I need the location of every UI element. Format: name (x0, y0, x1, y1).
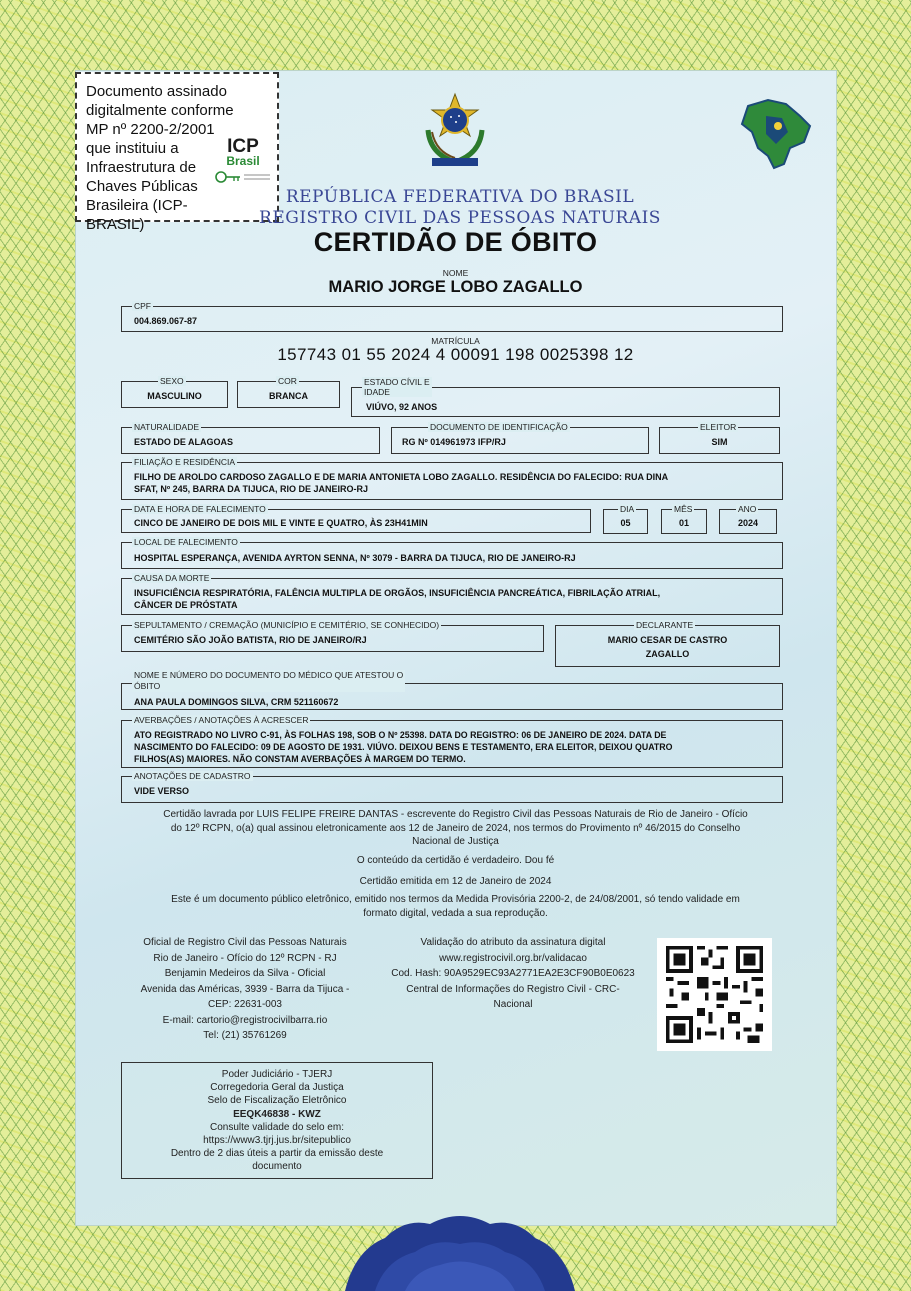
seal-url: https://www3.tjrj.jus.br/sitepublico (203, 1135, 351, 1147)
seal-line: documento (252, 1161, 302, 1173)
mes-field (661, 504, 707, 534)
matricula-label: MATRÍCULA (431, 336, 480, 346)
tjerj-seal-icon (345, 1210, 575, 1291)
validation-hash: Cod. Hash: 90A9529EC93A2771EA2E3CF90B0E0623 (391, 968, 635, 979)
seal-line: Selo de Fiscalização Eletrônico (207, 1095, 347, 1107)
signature-line: que instituiu a (86, 140, 179, 157)
registrar-line: Rio de Janeiro - Ofício do 12º RCPN - RJ (153, 952, 337, 964)
validation-line: Validação do atributo da assinatura digital (420, 937, 606, 948)
brazil-map-icon (738, 96, 814, 172)
validation-line: Nacional (493, 999, 533, 1010)
estado-civil-label-line: IDADE (364, 387, 390, 397)
icp-logo-main: ICP (227, 136, 259, 157)
sepultamento-value: CEMITÉRIO SÃO JOÃO BATISTA, RIO DE JANEIRO/RJ (134, 635, 367, 645)
validation-url: www.registrocivil.org.br/validacao (439, 952, 587, 964)
seal-line: Dentro de 2 dias úteis a partir da emissão deste (170, 1148, 384, 1160)
medico-label (132, 670, 405, 692)
ano-value: 2024 (737, 518, 759, 528)
signature-line: digitalmente conforme (86, 102, 234, 119)
filiacao-line: SFAT, Nº 245, BARRA DA TIJUCA, RIO DE JANEIRO-RJ (134, 484, 368, 494)
icp-brasil-logo (212, 138, 274, 185)
local-label: LOCAL DE FALECIMENTO (134, 537, 238, 547)
signature-line: Documento assinado (86, 83, 227, 100)
medico-label-line: NOME E NÚMERO DO DOCUMENTO DO MÉDICO QUE ATESTOU O (134, 670, 404, 680)
medico-label-line: ÓBITO (134, 681, 161, 691)
cpf-label: CPF (134, 301, 151, 311)
republic-title: REPÚBLICA FEDERATIVA DO BRASIL (285, 187, 635, 207)
estado-civil-label-line: ESTADO CÍVIL E (364, 377, 430, 387)
data-hora-field (121, 504, 591, 533)
sexo-value: MASCULINO (147, 391, 202, 401)
filiacao-field (121, 457, 783, 500)
dia-field (603, 504, 648, 534)
registrar-info (115, 935, 375, 1044)
filiacao-line: FILHO DE AROLDO CARDOSO ZAGALLO E DE MARIA ANTONIETA LOBO ZAGALLO. RESIDÊNCIA DO FALECIDO: RUA DINA (134, 472, 669, 482)
causa-line: CÂNCER DE PRÓSTATA (134, 600, 238, 610)
cadastro-value: VIDE VERSO (134, 786, 190, 796)
declarante-line: ZAGALLO (645, 649, 690, 659)
causa-line: INSUFICIÊNCIA RESPIRATÓRIA, FALÊNCIA MULTIPLA DE ORGÃOS, INSUFICIÊNCIA PANCREÁTICA, FIBRILAÇÃO ATRIAL, (134, 588, 661, 598)
registrar-line: Avenida das Américas, 3939 - Barra da Tijuca - (140, 983, 350, 995)
issue-date: Certidão emitida em 12 de Janeiro de 2024 (359, 876, 552, 887)
eleitor-label: ELEITOR (700, 422, 737, 432)
medico-field (121, 670, 783, 710)
sexo-label: SEXO (160, 376, 184, 386)
ano-field (719, 504, 777, 534)
naturalidade-label: NATURALIDADE (134, 422, 200, 432)
cpf-field (121, 301, 783, 332)
data-hora-label: DATA E HORA DE FALECIMENTO (134, 504, 266, 514)
averbacoes-field (121, 715, 783, 768)
document-title: CERTIDÃO DE ÓBITO (313, 227, 598, 257)
naturalidade-value: ESTADO DE ALAGOAS (134, 437, 234, 447)
documento-label: DOCUMENTO DE IDENTIFICAÇÃO (430, 422, 568, 432)
qr-code[interactable] (657, 938, 772, 1051)
registrar-email: E-mail: cartorio@registrocivilbarra.rio (162, 1014, 328, 1026)
notice-line: formato digital, vedada a sua reprodução. (363, 907, 548, 919)
mes-label: MÊS (674, 504, 693, 514)
documento-value: RG Nº 014961973 IFP/RJ (402, 437, 506, 447)
dia-label: DIA (620, 504, 635, 514)
declarante-field (555, 620, 780, 667)
matricula-value: 157743 01 55 2024 4 00091 198 0025398 12 (277, 345, 634, 364)
registry-title: REGISTRO CIVIL DAS PESSOAS NATURAIS (259, 208, 661, 228)
signature-line: Infraestrutura de (86, 159, 197, 176)
electronic-doc-notice (100, 893, 811, 920)
truth-statement: O conteúdo da certidão é verdadeiro. Dou fé (356, 855, 555, 866)
validation-info (375, 935, 651, 1013)
qr-code-graphic (657, 938, 772, 1051)
naturalidade-field (121, 422, 380, 454)
sepultamento-label: SEPULTAMENTO / CREMAÇÃO (MUNICÍPIO E CEMITÉRIO, SE CONHECIDO) (134, 620, 440, 630)
deceased-name: MARIO JORGE LOBO ZAGALLO (328, 278, 583, 296)
averbacoes-line: FILHOS(AS) MAIORES. NÃO CONSTAM AVERBAÇÕES À MARGEM DO TERMO. (134, 754, 466, 764)
sexo-field (121, 376, 228, 408)
cpf-value: 004.869.067-87 (134, 316, 198, 326)
estado-civil-value: VIÚVO, 92 ANOS (366, 402, 438, 412)
certification-text (100, 808, 811, 849)
cor-field (237, 376, 340, 408)
medico-value: ANA PAULA DOMINGOS SILVA, CRM 521160672 (134, 697, 339, 707)
seal-line: Corregedoria Geral da Justiça (210, 1082, 344, 1094)
tjerj-seal-box (121, 1062, 433, 1179)
ano-label: ANO (738, 504, 757, 514)
declarante-line: MARIO CESAR DE CASTRO (607, 635, 728, 645)
cor-label: COR (278, 376, 297, 386)
mes-value: 01 (678, 518, 689, 528)
eleitor-value: SIM (711, 437, 728, 447)
estado-civil-field (351, 377, 780, 417)
signature-line: Brasileira (ICP-BRASIL) (86, 197, 188, 233)
eleitor-field (659, 422, 780, 454)
registrar-line: Oficial de Registro Civil das Pessoas Naturais (143, 937, 347, 948)
declarante-label: DECLARANTE (636, 620, 694, 630)
brazil-coat-of-arms-icon (420, 92, 490, 172)
estado-civil-label (362, 377, 432, 397)
data-hora-value: CINCO DE JANEIRO DE DOIS MIL E VINTE E QUATRO, ÀS 23H41MIN (134, 518, 428, 528)
signature-line: MP nº 2200-2/2001 (86, 121, 215, 138)
registrar-line: Benjamin Medeiros da Silva - Oficial (164, 968, 326, 979)
cadastro-label: ANOTAÇÕES DE CADASTRO (134, 771, 251, 781)
causa-label: CAUSA DA MORTE (134, 573, 210, 583)
seal-code: EEQK46838 - KWZ (233, 1108, 321, 1120)
certification-line: do 12º RCPN, o(a) qual assinou eletronicamente aos 12 de Janeiro de 2024, nos termos do Provimento nº 46/2015 do Conselho (170, 822, 741, 834)
registrar-line: CEP: 22631-003 (208, 999, 282, 1010)
local-field (121, 537, 783, 569)
local-value: HOSPITAL ESPERANÇA, AVENIDA AYRTON SENNA, Nº 3079 - BARRA DA TIJUCA, RIO DE JANEIRO-RJ (134, 553, 576, 563)
icp-logo-sub: Brasil (226, 154, 260, 168)
averbacoes-line: NASCIMENTO DO FALECIDO: 09 DE AGOSTO DE 1931. VIÚVO. DEIXOU BENS E TESTAMENTO, ERA ELEITOR, DEIXOU QUATRO (134, 742, 673, 752)
filiacao-label: FILIAÇÃO E RESIDÊNCIA (134, 457, 236, 467)
cadastro-field (121, 771, 783, 803)
cor-value: BRANCA (269, 391, 308, 401)
sepultamento-field (121, 620, 544, 652)
seal-line: Consulte validade do selo em: (210, 1121, 344, 1133)
certification-line: Certidão lavrada por LUIS FELIPE FREIRE DANTAS - escrevente do Registro Civil das Pessoas Naturais de Rio de Janeiro - Ofício (163, 809, 748, 820)
dia-value: 05 (620, 518, 631, 528)
certification-line: Nacional de Justiça (412, 836, 499, 847)
name-label: NOME (442, 268, 469, 278)
seal-line: Poder Judiciário - TJERJ (221, 1069, 333, 1080)
documento-field (391, 422, 649, 454)
icp-key-icon (214, 169, 272, 185)
notice-line: Este é um documento público eletrônico, emitido nos termos da Medida Provisória 2200-2, de 24/08/2001, só tendo validade em (171, 894, 740, 905)
signature-line: Chaves Públicas (86, 178, 198, 195)
validation-line: Central de Informações do Registro Civil - CRC- (406, 983, 620, 995)
averbacoes-line: ATO REGISTRADO NO LIVRO C-91, ÀS FOLHAS 198, SOB O Nº 25398. DATA DO REGISTRO: 06 DE JANEIRO DE 2024. DATA DE (134, 730, 667, 740)
registrar-phone: Tel: (21) 35761269 (203, 1030, 287, 1041)
causa-field (121, 573, 783, 615)
averbacoes-label: AVERBAÇÕES / ANOTAÇÕES À ACRESCER (134, 715, 309, 725)
